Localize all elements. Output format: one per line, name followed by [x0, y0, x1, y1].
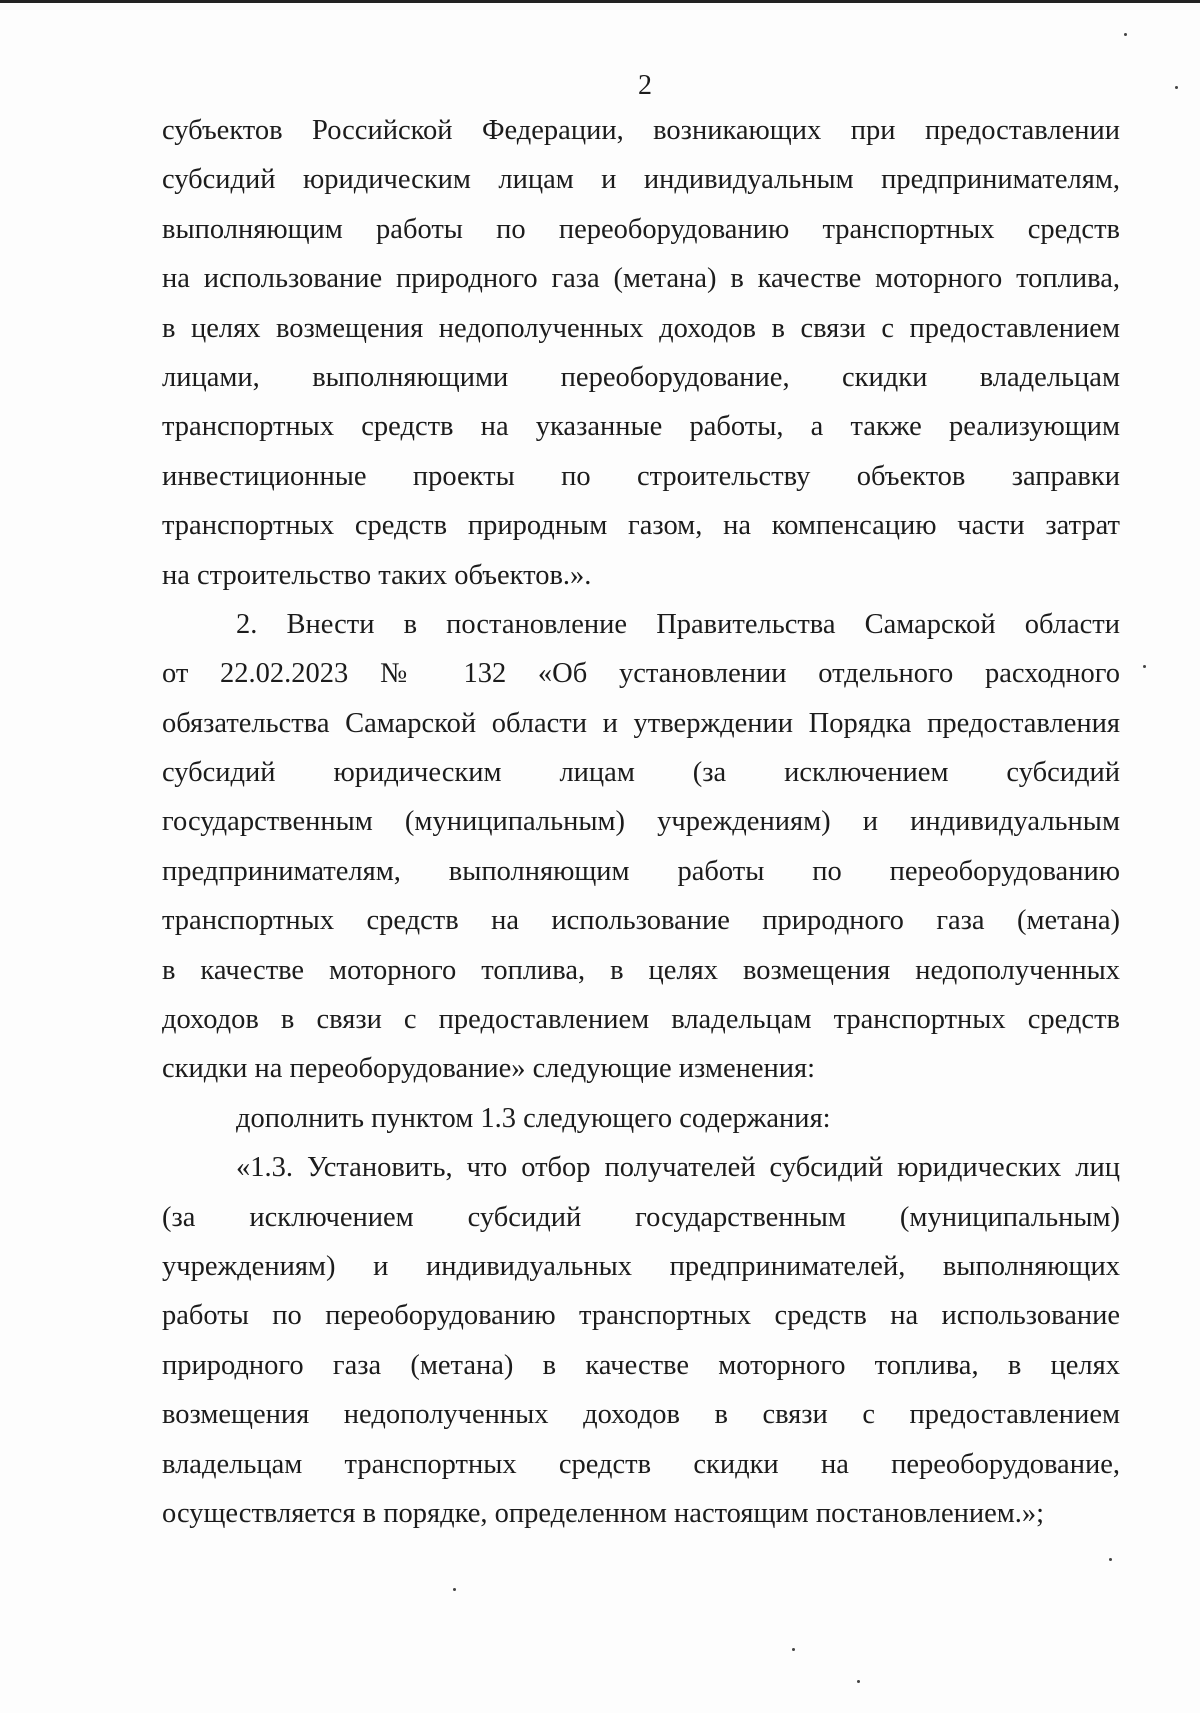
text-line: предпринимателям, выполняющим работы по переоборудованию — [162, 855, 1120, 887]
text-line: транспортных средств природным газом, на компенсацию части затрат — [162, 510, 1120, 542]
text-line: транспортных средств на указанные работы, а также реализующим — [162, 411, 1120, 443]
text-line: природного газа (метана) в качестве моторного топлива, в целях — [162, 1349, 1120, 1381]
text-line: на использование природного газа (метана) в качестве моторного топлива, — [162, 263, 1120, 295]
paragraph — [162, 600, 1120, 1094]
text-line: в целях возмещения недополученных доходов в связи с предоставлением — [162, 312, 1120, 344]
text-line: 2. Внести в постановление Правительства Самарской области — [236, 608, 1120, 640]
text-line: (за исключением субсидий государственным (муниципальным) — [162, 1201, 1120, 1233]
text-line: дополнить пунктом 1.3 следующего содержания: — [236, 1102, 831, 1134]
scan-speck — [792, 1648, 795, 1651]
text-line: субсидий юридическим лицам (за исключением субсидий — [162, 757, 1120, 789]
paragraph — [162, 1143, 1120, 1538]
text-line: на строительство таких объектов.». — [162, 559, 592, 591]
scan-speck — [1143, 665, 1146, 668]
text-line: владельцам транспортных средств скидки на переоборудование, — [162, 1448, 1120, 1480]
scan-speck — [1109, 1558, 1112, 1561]
scan-speck — [857, 1680, 860, 1683]
text-line: транспортных средств на использование природного газа (метана) — [162, 905, 1120, 937]
text-line: работы по переоборудованию транспортных средств на использование — [162, 1300, 1120, 1332]
text-line: доходов в связи с предоставлением владельцам транспортных средств — [162, 1004, 1120, 1036]
scan-speck — [1124, 33, 1127, 36]
text-line: учреждениям) и индивидуальных предпринимателей, выполняющих — [162, 1250, 1120, 1282]
text-line: обязательства Самарской области и утверждении Порядка предоставления — [162, 707, 1120, 739]
text-line: государственным (муниципальным) учреждениям) и индивидуальным — [162, 806, 1120, 838]
text-line: от 22.02.2023 № 132 «Об установлении отдельного расходного — [162, 658, 1120, 690]
document-body — [162, 106, 1120, 1538]
scan-speck — [1175, 86, 1178, 89]
scan-speck — [453, 1588, 456, 1591]
text-line: инвестиционные проекты по строительству объектов заправки — [162, 460, 1120, 492]
text-line: «1.3. Установить, что отбор получателей субсидий юридических лиц — [236, 1152, 1120, 1184]
text-line: в качестве моторного топлива, в целях возмещения недополученных — [162, 954, 1120, 986]
text-line: выполняющим работы по переоборудованию транспортных средств — [162, 213, 1120, 245]
paragraph — [162, 106, 1120, 600]
scan-top-edge — [0, 0, 1200, 3]
paragraph — [162, 1094, 1120, 1143]
page-number: 2 — [638, 70, 652, 101]
text-line: скидки на переоборудование» следующие изменения: — [162, 1053, 816, 1085]
text-line: возмещения недополученных доходов в связи с предоставлением — [162, 1399, 1120, 1431]
text-line: осуществляется в порядке, определенном настоящим постановлением.»; — [162, 1497, 1045, 1529]
text-line: субъектов Российской Федерации, возникающих при предоставлении — [162, 115, 1120, 146]
text-line: субсидий юридическим лицам и индивидуальным предпринимателям, — [162, 164, 1120, 196]
text-line: лицами, выполняющими переоборудование, скидки владельцам — [162, 361, 1120, 393]
